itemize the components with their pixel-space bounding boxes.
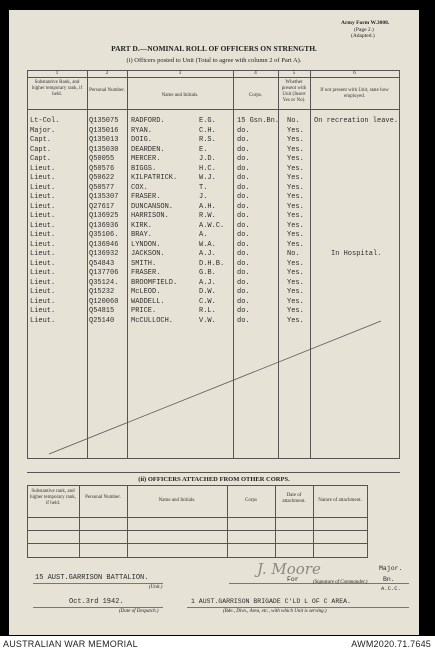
officer-name: DEARDEN. [131,145,165,154]
officer-name: MERCER. [131,155,161,163]
officer-number: Q50622 [89,174,115,182]
form-number: Army Form W.3008. [341,20,390,26]
officer-rank: Lieut. [30,202,56,211]
officer-present: Yes. [287,174,304,182]
officer-corps: do. [237,231,250,239]
officer-name: RADFORD. [131,117,165,125]
officer-number: Q135016 [89,126,119,135]
officer-corps: do. [237,174,250,182]
officer-corps: do. [237,278,250,287]
officer-present: Yes. [287,164,304,173]
unit-line [33,583,163,584]
officer-present: Yes. [287,288,304,296]
officer-initials: A. [199,231,208,239]
officer-name: KILPATRICK. [131,174,178,182]
officer-name: JACKSON. [131,250,165,258]
officer-name: BIGGS. [131,164,157,173]
officer-initials: D.H.B. [199,259,225,268]
officer-initials: J. [199,193,208,201]
officer-corps: do. [237,250,250,258]
document-page [9,10,419,635]
archive-footer [0,636,435,653]
officer-number: Q35106. [89,231,119,239]
officer-corps: do. [237,155,250,163]
officer-corps: 15 Gsn.Bn. [237,117,280,125]
col-header-rank: Substantive Rank, and higher temporary rank, if held. [31,80,83,97]
officer-present: Yes. [287,231,304,239]
officer-initials: H.C. [199,164,216,173]
commander-signature: J. Moore [257,560,321,578]
officer-present: Yes. [287,307,304,315]
col-number-3: 3 [178,71,182,76]
col-header-present: Whether present with Unit (Insert Yes or No). [281,80,307,103]
col-header-number: Personal Number. [89,88,125,93]
col-number-2: 2 [105,71,109,76]
officer-initials: J.D. [199,155,216,163]
officer-initials: T. [199,183,208,192]
officer-present: Yes. [287,297,304,306]
officer-rank: Lieut. [30,240,56,249]
officer-initials: E. [199,145,208,154]
officer-number: Q27617 [89,202,115,211]
attached-divider-4 [275,485,276,558]
officer-number: Q136946 [89,240,119,249]
officer-present: No. [287,117,300,125]
section-ii-title: (ii) OFFICERS ATTACHED FROM OTHER CORPS. [138,476,290,483]
officer-name: KIRK. [131,221,153,230]
officer-corps: do. [237,316,250,325]
officer-initials: C.H. [199,126,216,135]
officer-corps: do. [237,307,250,315]
officer-number: Q137706 [89,269,119,277]
officer-name: SMITH. [131,259,157,268]
officer-initials: A.J. [199,278,216,287]
officer-present: Yes. [287,259,304,268]
officer-initials: D.W. [199,288,216,296]
commander-rank: Major. [379,565,403,572]
officer-name: COX. [131,183,148,192]
commander-label: (Signature of Commander.) [313,580,368,585]
officer-number: Q135013 [89,136,119,144]
officer-present: Yes. [287,193,304,201]
officer-rank: Lieut. [30,221,56,230]
officer-initials: A.J. [199,250,216,258]
officer-rank: Lieut. [30,297,56,306]
officer-rank: Lieut. [30,278,56,287]
officer-number: Q54843 [89,259,115,268]
officer-rank: Lieut. [30,250,56,258]
officer-present: Yes. [287,126,304,135]
attached-header-rule [27,517,367,518]
officer-name: DUNCANSON. [131,202,174,211]
attached-header-corps: Corps [245,498,257,503]
officer-rank: Capt. [30,145,52,154]
officer-number: Q50055 [89,155,115,163]
officer-initials: C.W. [199,297,216,306]
form-page: (Page 2.) [354,27,374,33]
attached-table-top [27,485,367,486]
officer-number: Q135075 [89,117,119,125]
officer-number: Q54815 [89,307,115,315]
officer-present: Yes. [287,240,304,249]
officer-corps: do. [237,212,250,220]
officer-name: McLEOD. [131,288,161,296]
officer-number: Q15232 [89,288,115,296]
section-ii-rule-top [27,472,400,473]
officer-initials: A.H. [199,202,216,211]
officer-name: WADDELL. [131,297,165,306]
officer-initials: R.S. [199,136,216,144]
officer-present: Yes. [287,212,304,220]
officer-corps: do. [237,297,250,306]
col-number-1: 1 [55,71,59,76]
footer-right-text: AWM2020.71.7645 [351,639,431,649]
officer-rank: Lieut. [30,259,56,268]
officer-corps: do. [237,288,250,296]
for-text: For [287,576,299,583]
col-number-4: 4 [254,71,257,76]
officer-corps: do. [237,193,250,201]
officer-present: Yes. [287,278,304,287]
attached-header-name: Name and Initials. [158,498,196,503]
officer-rank: Lieut. [30,307,56,315]
officer-number: Q35124. [89,278,119,287]
officer-present: No. [287,250,300,258]
officer-number: Q120060 [89,297,119,306]
col-number-6: 6 [353,71,356,76]
officer-rank: Capt. [30,155,52,163]
officer-number: Q136936 [89,221,119,230]
officer-corps: do. [237,221,250,230]
officer-present: Yes. [287,269,304,277]
commander-unit-2: A.C.C. [381,585,401,592]
section-i-title: (i) Officers posted to Unit (Total to agree with column 2 of Part A). [126,57,302,64]
officer-corps: do. [237,164,250,173]
officer-present: Yes. [287,136,304,144]
officer-corps: do. [237,202,250,211]
officer-number: Q50577 [89,183,115,192]
officer-number: Q136925 [89,212,119,220]
officer-initials: R.W. [199,212,216,220]
officer-present: Yes. [287,221,304,230]
officer-rank: Lieut. [30,174,56,182]
col-number-5: 5 [292,71,296,76]
date-line [33,607,163,608]
officer-rank: Lieut. [30,269,56,277]
col-header-name: Name and Initials. [161,93,199,98]
officer-employed: On recreation leave. [314,117,399,125]
officer-present: Yes. [287,183,304,192]
footer-left-text: AUSTRALIAN WAR MEMORIAL [3,639,138,649]
brigade-line [187,607,409,608]
attached-divider-5 [313,485,314,558]
officer-rank: Lieut. [30,231,56,239]
officer-name: McCULLOCH. [131,316,174,325]
officer-rank: Lieut. [30,288,56,296]
officer-rank: Lieut. [30,193,56,201]
attached-row-rule-1 [27,530,367,531]
brigade-label: (Bde., Divn., Area, etc., with which Unit is serving.) [223,609,327,614]
officer-corps: do. [237,269,250,277]
date-label: (Date of Despatch.) [119,609,159,614]
attached-header-rank: Substantive rank, and higher temporary rank, if held. [30,489,76,506]
officer-initials: A.W.C. [199,221,225,230]
officer-number: Q50576 [89,164,115,173]
officer-employed: In Hospital. [331,250,382,258]
officer-rank: Lieut. [30,212,56,220]
officer-corps: do. [237,183,250,192]
attached-divider-1 [79,485,80,558]
attached-header-date: Date of attachment. [282,493,306,504]
part-title: PART D.—NOMINAL ROLL OF OFFICERS ON STRENGTH. [111,44,317,53]
brigade-value: 1 AUST.GARRISON BRIGADE C'LD L OF C AREA. [191,598,351,605]
officer-rank: Lieut. [30,316,56,325]
form-adapted: (Adapted.) [351,33,375,39]
officer-corps: do. [237,145,250,154]
officer-rank: Lieut. [30,183,56,192]
cancel-diagonal-line [9,10,419,635]
col-header-employed: If not present with Unit, state how employed. [320,88,389,99]
officer-present: Yes. [287,145,304,154]
attached-divider-3 [227,485,228,558]
officer-name: PRICE. [131,307,157,315]
officer-rank: Lt-Col. [30,117,60,125]
officer-name: RYAN. [131,126,153,135]
officer-name: FRASER. [131,193,161,201]
officer-name: LYNDON. [131,240,161,249]
date-value: Oct.3rd 1942. [69,598,124,606]
officer-present: Yes. [287,316,304,325]
officer-initials: W.A. [199,240,216,249]
unit-value: 15 AUST.GARRISON BATTALION. [35,574,149,582]
officer-rank: Lieut. [30,164,56,173]
col-header-corps: Corps. [248,93,263,98]
officer-initials: G.B. [199,269,216,277]
officer-name: DOIG. [131,136,153,144]
attached-header-nature: Nature of attachment. [318,498,362,503]
officer-present: Yes. [287,202,304,211]
attached-right-rule [367,485,368,558]
officer-initials: V.W. [199,316,216,325]
attached-row-rule-2 [27,543,367,544]
officer-corps: do. [237,126,250,135]
officer-name: FRASER. [131,269,161,277]
officer-initials: E.G. [199,117,216,125]
unit-label: (Unit.) [149,585,163,590]
officer-present: Yes. [287,155,304,163]
officer-number: Q25140 [89,316,115,325]
officer-name: BROOMFIELD. [131,278,178,287]
officer-number: Q135030 [89,145,119,154]
officer-initials: W.J. [199,174,216,182]
officer-corps: do. [237,240,250,249]
officer-name: HARRISON. [131,212,169,220]
officer-rank: Capt. [30,136,52,144]
officer-number: Q135307 [89,193,119,201]
officer-corps: do. [237,136,250,144]
attached-header-number: Personal Number. [85,495,121,500]
attached-divider-2 [127,485,128,558]
officer-number: Q136932 [89,250,119,258]
officer-initials: R.L. [199,307,216,315]
officer-corps: do. [237,259,250,268]
officer-rank: Major. [30,126,56,135]
commander-unit-1: Bn. [383,576,395,583]
attached-table-bottom [27,557,367,558]
attached-left-rule [27,485,28,558]
officer-name: BRAY. [131,231,153,239]
